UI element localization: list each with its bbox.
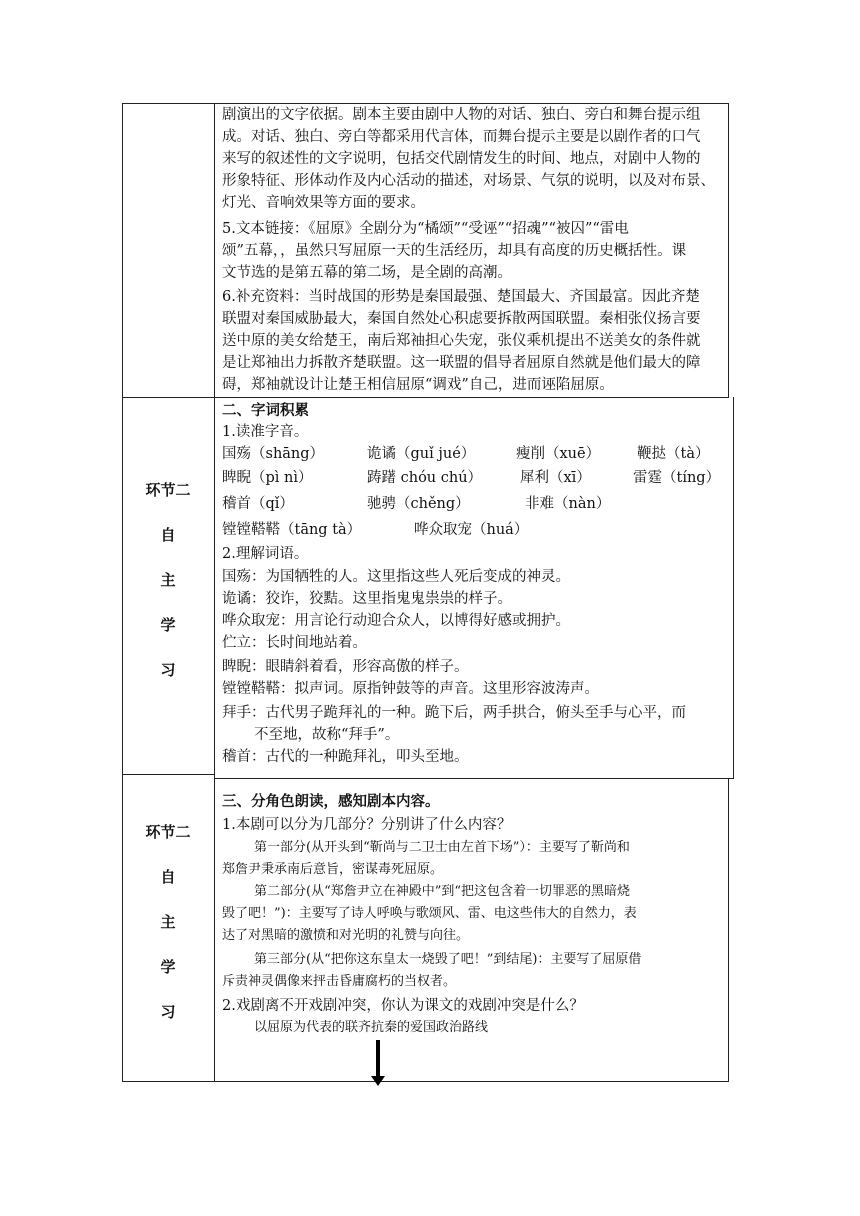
pronunciation-item: 诡谲（guǐ jué） bbox=[367, 446, 476, 462]
answer-line: 第三部分(从“把你这东皇太一烧毁了吧！”到结尾)：主要写了屈原借 bbox=[254, 952, 642, 967]
table-right-border-mid bbox=[733, 397, 734, 779]
side-label-char: 习 bbox=[160, 661, 176, 679]
definition-line: 镗镗鞳鞳：拟声词。原指钟鼓等的声音。这里形容波涛声。 bbox=[222, 681, 599, 697]
answer-line: 郑詹尹秉承南后意旨，密谋毒死屈原。 bbox=[222, 862, 444, 877]
pronunciation-item: 镗镗鞳鞳（tāng tà） bbox=[222, 522, 362, 538]
side-label-char: 自 bbox=[160, 526, 176, 544]
row-divider-1 bbox=[122, 397, 729, 398]
pronunciation-item: 驰骋（chěng） bbox=[367, 496, 470, 512]
definition-line: 伫立：长时间地站着。 bbox=[222, 635, 367, 651]
answer-line: 第二部分(从“郑詹尹立在神殿中”到“把这包含着一切罪恶的黑暗烧 bbox=[254, 884, 631, 899]
paragraph-line: 颂”五幕，，虽然只写屈原一天的生活经历，却具有高度的历史概括性。课 bbox=[222, 243, 687, 259]
paragraph-line: 是让郑袖出力拆散齐楚联盟。这一联盟的倡导者屈原自然就是他们最大的障 bbox=[222, 355, 701, 371]
pronunciation-item: 睥睨（pì nì） bbox=[222, 470, 313, 486]
definition-line: 拜手：古代男子跪拜礼的一种。跪下后，两手拱合，俯头至手与心平，而 bbox=[222, 705, 686, 721]
pronunciation-item: 犀利（xī） bbox=[520, 470, 591, 486]
side-label-char: 习 bbox=[160, 1003, 176, 1021]
definition-line: 哗众取宠：用言论行动迎合众人，以博得好感或拥护。 bbox=[222, 613, 570, 629]
definition-line: 国殇：为国牺牲的人。这里指这些人死后变成的神灵。 bbox=[222, 569, 570, 585]
table-right-border-bottom bbox=[728, 779, 729, 1082]
paragraph-line: 文节选的是第五幕的第二场，是全剧的高潮。 bbox=[222, 265, 512, 281]
pronunciation-item: 哗众取宠（huá） bbox=[414, 522, 529, 538]
row-divider-2a bbox=[122, 774, 214, 775]
arrow-shaft bbox=[376, 1040, 380, 1078]
table-divider-vertical bbox=[214, 103, 215, 1082]
section-heading: 二、字词积累 bbox=[222, 403, 309, 419]
row-divider-2b bbox=[214, 778, 734, 779]
arrow-head bbox=[371, 1076, 385, 1086]
pronunciation-item: 雷霆（tíng） bbox=[633, 470, 721, 486]
answer-line: 以屈原为代表的联齐抗秦的爱国政治路线 bbox=[254, 1020, 489, 1035]
paragraph-line: 剧演出的文字依据。剧本主要由剧中人物的对话、独白、旁白和舞台提示组 bbox=[222, 107, 701, 123]
answer-line: 达了对黑暗的激愤和对光明的礼赞与向往。 bbox=[222, 928, 470, 943]
paragraph-line: 碍，郑袖就设计让楚王相信屈原“调戏”自己，进而诬陷屈原。 bbox=[222, 377, 614, 393]
side-label-char: 学 bbox=[160, 958, 176, 976]
side-label-char: 学 bbox=[160, 616, 176, 634]
definition-line: 诡谲：狡诈，狡黠。这里指鬼鬼祟祟的样子。 bbox=[222, 591, 512, 607]
side-label-title: 环节二 bbox=[145, 481, 191, 499]
paragraph-line: 5.文本链接：《屈原》全剧分为“橘颂”“受诬”“招魂”“被囚”“雷电 bbox=[222, 221, 629, 237]
table-right-border-top bbox=[728, 103, 729, 398]
side-label-char: 主 bbox=[160, 913, 176, 931]
answer-line: 斥责神灵偶像来抨击昏庸腐朽的当权者。 bbox=[222, 974, 457, 989]
paragraph-line: 灯光、音响效果等方面的要求。 bbox=[222, 195, 425, 211]
answer-line: 毁了吧！”)：主要写了诗人呼唤与歌颂风、雷、电这些伟大的自然力，表 bbox=[222, 906, 637, 921]
pronunciation-item: 国殇（shāng） bbox=[222, 446, 325, 462]
question: 2.戏剧离不开戏剧冲突，你认为课文的戏剧冲突是什么？ bbox=[222, 998, 584, 1014]
question: 1.本剧可以分为几部分？分别讲了什么内容？ bbox=[222, 817, 512, 833]
paragraph-line: 形象特征、形体动作及内心活动的描述，对场景、气氛的说明，以及对布景、 bbox=[222, 173, 715, 189]
pronunciation-item: 稽首（qǐ） bbox=[222, 496, 294, 512]
paragraph-line: 来写的叙述性的文字说明，包括交代剧情发生的时间、地点，对剧中人物的 bbox=[222, 151, 701, 167]
definition-line: 稽首：古代的一种跪拜礼，叩头至地。 bbox=[222, 749, 469, 765]
section-heading: 三、分角色朗读，感知剧本内容。 bbox=[222, 794, 440, 810]
answer-line: 第一部分(从开头到“靳尚与二卫士由左首下场”）：主要写了靳尚和 bbox=[254, 840, 630, 855]
subheading: 2.理解词语。 bbox=[222, 546, 309, 562]
table-left-border bbox=[122, 103, 123, 1082]
side-label-title: 环节二 bbox=[145, 823, 191, 841]
definition-line: 不至地，故称“拜手”。 bbox=[254, 727, 400, 743]
pronunciation-item: 瘦削（xuē） bbox=[516, 446, 601, 462]
paragraph-line: 6.补充资料：当时战国的形势是秦国最强、楚国最大、齐国最富。因此齐楚 bbox=[222, 289, 700, 305]
pronunciation-item: 非难（nàn） bbox=[525, 496, 611, 512]
side-label-char: 自 bbox=[160, 868, 176, 886]
pronunciation-item: 踌躇 chóu chú） bbox=[367, 470, 483, 486]
table-bottom-border bbox=[122, 1081, 729, 1082]
subheading: 1.读准字音。 bbox=[222, 424, 309, 440]
side-label-char: 主 bbox=[160, 571, 176, 589]
paragraph-line: 联盟对秦国威胁最大，秦国自然处心积虑要拆散两国联盟。秦相张仪扬言要 bbox=[222, 311, 701, 327]
paragraph-line: 送中原的美女给楚王，南后郑袖担心失宠，张仪乘机提出不送美女的条件就 bbox=[222, 333, 701, 349]
definition-line: 睥睨：眼睛斜着看，形容高傲的样子。 bbox=[222, 659, 469, 675]
paragraph-line: 成。对话、独白、旁白等都采用代言体，而舞台提示主要是以剧作者的口气 bbox=[222, 129, 701, 145]
pronunciation-item: 鞭挞（tà） bbox=[637, 446, 710, 462]
